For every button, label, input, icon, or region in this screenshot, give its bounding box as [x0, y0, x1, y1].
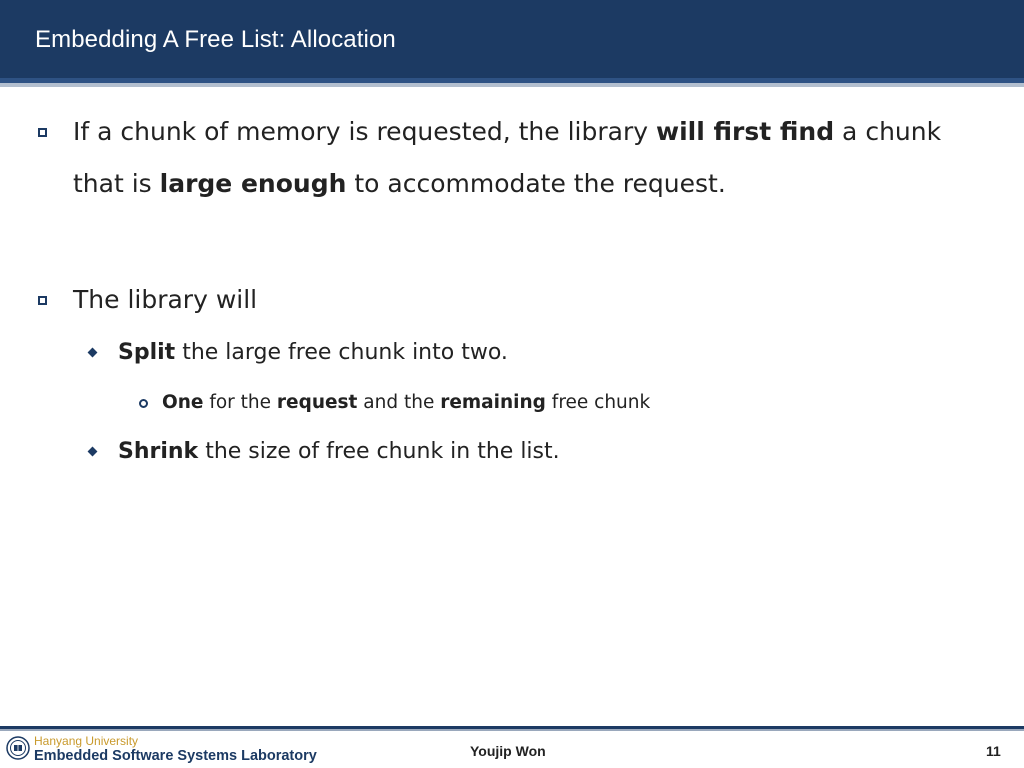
university-seal-icon	[6, 736, 30, 760]
sub-bullet-split-bold: Split	[118, 340, 176, 365]
bullet-1-bold-a: will first find	[655, 117, 835, 146]
diamond-bullet-icon	[88, 447, 98, 457]
sub-sub-bullet-one	[162, 392, 650, 413]
footer-divider-light	[0, 729, 1024, 731]
circle-bullet-icon	[139, 399, 148, 408]
sub-sub-text-b: and the	[357, 392, 441, 413]
header-divider-light	[0, 83, 1024, 87]
footer-author: Youjip Won	[470, 743, 546, 759]
sub-bullet-shrink-text: the size of free chunk in the list.	[198, 439, 560, 464]
diamond-bullet-icon	[88, 348, 98, 358]
page-number: 11	[986, 743, 1001, 759]
sub-sub-bold-remaining: remaining	[440, 392, 546, 413]
sub-sub-bold-one: One	[162, 392, 204, 413]
sub-sub-text-a: for the	[203, 392, 277, 413]
bullet-1-text-c: that is	[73, 169, 160, 198]
sub-bullet-split	[118, 340, 508, 365]
slide-title: Embedding A Free List: Allocation	[35, 26, 396, 53]
footer-lab-name: Embedded Software Systems Laboratory	[34, 748, 317, 764]
bullet-1-text-b: a chunk	[834, 117, 942, 146]
bullet-1-line-2	[73, 158, 726, 210]
square-bullet-icon	[38, 296, 47, 305]
bullet-1-text-a: If a chunk of memory is requested, the library	[73, 117, 656, 146]
bullet-1-bold-b: large enough	[159, 169, 347, 198]
sub-bullet-shrink-bold: Shrink	[118, 439, 199, 464]
bullet-2-text: The library will	[73, 285, 258, 314]
bullet-1-text-d: to accommodate the request.	[346, 169, 726, 198]
footer-university: Hanyang University	[34, 734, 139, 748]
bullet-1-line-1	[73, 106, 941, 158]
sub-sub-text-c: free chunk	[545, 392, 651, 413]
sub-bullet-split-text: the large free chunk into two.	[175, 340, 508, 365]
slide-header	[0, 0, 1024, 78]
sub-sub-bold-request: request	[276, 392, 358, 413]
sub-bullet-shrink	[118, 439, 560, 464]
square-bullet-icon	[38, 128, 47, 137]
